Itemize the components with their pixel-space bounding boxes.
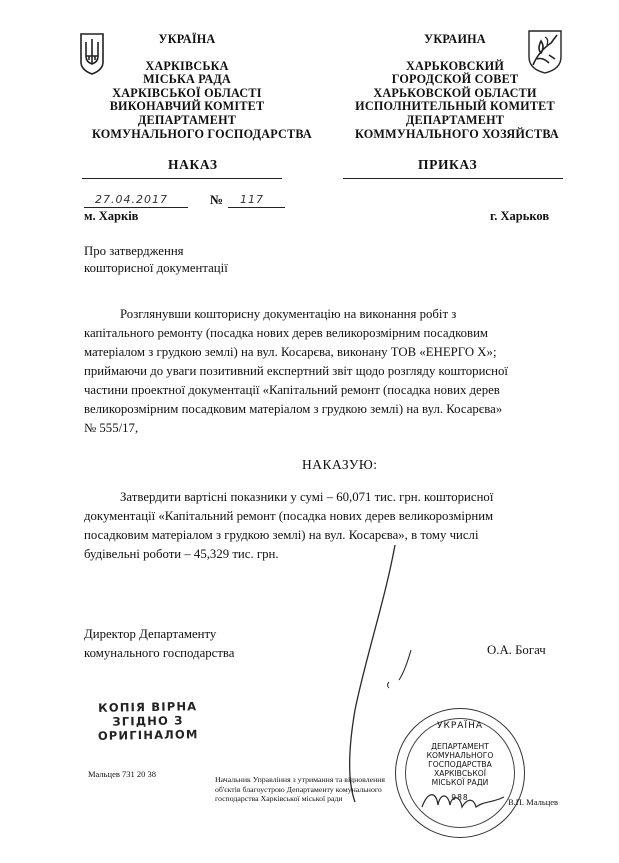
certifier-line: господарства Харківської міської ради	[215, 794, 343, 803]
org-line: ВИКОНАВЧИЙ КОМІТЕТ	[109, 99, 265, 114]
number-underline	[228, 207, 285, 208]
org-line: ДЕПАРТАМЕНТ	[405, 112, 505, 127]
certifier-title	[215, 775, 385, 804]
subject	[84, 243, 228, 277]
paragraph-line: приймаючи до уваги позитивний експертний звіт щодо розгляду кошторисної	[84, 364, 508, 378]
stamp-line: ЗГІДНО З	[112, 713, 184, 729]
stamp-line: ОРИГІНАЛОМ	[97, 727, 199, 743]
org-line: КОММУНАЛЬНОГО ХОЗЯЙСТВА	[355, 126, 559, 141]
body-paragraph-2	[84, 488, 563, 564]
paragraph-line: будівельні роботи – 45,329 тис. грн.	[84, 547, 279, 561]
certifier-line: Начальник Управління з утримання та відновлення	[215, 775, 386, 784]
paragraph-line: капітального ремонту (посадка нових дерев великорозмірним посадковим	[84, 326, 489, 340]
doc-type-ua: НАКАЗ	[168, 157, 218, 172]
paragraph-line: Розглянувши кошторисну документацію на виконання робіт з	[120, 307, 457, 321]
header-divider-right	[343, 178, 563, 179]
org-line: ИСПОЛНИТЕЛЬНЫЙ КОМИТЕТ	[355, 99, 555, 114]
stamp-line: МІСЬКОЇ РАДИ	[431, 778, 489, 787]
number-label: №	[210, 192, 224, 207]
header-divider-left	[82, 178, 282, 179]
paragraph-line: посадковим матеріалом з грудкою землі) на вул. Косарєва», в тому числі	[84, 528, 479, 542]
executor-info: Мальцев 731 20 38	[88, 769, 156, 779]
org-line: ХАРКІВСЬКОЇ ОБЛАСТІ	[112, 85, 262, 100]
org-line: ДЕПАРТАМЕНТ	[137, 112, 237, 127]
paragraph-line: № 555/17,	[84, 421, 139, 435]
subject-line: кошторисної документації	[84, 261, 228, 275]
paragraph-line: документації «Капітальний ремонт (посадка нових дерев великорозмірним	[84, 509, 494, 523]
date-field: 27.04.2017	[95, 193, 168, 206]
number-field: 117	[240, 193, 264, 206]
org-line: ХАРКІВСЬКА	[145, 58, 229, 73]
stamp-code: 988	[451, 793, 469, 802]
date-underline	[84, 207, 188, 208]
country-label-ua: УКРАЇНА	[158, 32, 216, 46]
order-heading: НАКАЗУЮ:	[302, 457, 378, 472]
city-left: м. Харків	[84, 209, 139, 223]
org-line: ХАРЬКОВСКОЙ ОБЛАСТИ	[373, 85, 537, 100]
header-right	[355, 32, 559, 141]
stamp-line: КОМУНАЛЬНОГО	[426, 751, 494, 760]
city-right: г. Харьков	[490, 209, 550, 223]
stamp-line: КОПІЯ ВІРНА	[98, 699, 198, 715]
certifier-name: В.П. Мальцев	[508, 797, 559, 807]
org-line: КОМУНАЛЬНОГО ГОСПОДАРСТВА	[92, 126, 312, 141]
stamp-top-text: УКРАЇНА	[436, 721, 484, 731]
copy-certified-stamp	[88, 699, 209, 743]
doc-type-ru: ПРИКАЗ	[418, 157, 478, 172]
org-line: ГОРОДСКОЙ СОВЕТ	[391, 72, 519, 87]
paragraph-line: частини проектної документації «Капітальний ремонт (посадка нових дерев	[84, 383, 500, 397]
header-left	[92, 32, 312, 141]
paragraph-line: великорозмірним посадковим матеріалом з грудкою землі) на вул. Косарєва»	[84, 402, 503, 416]
org-line: МІСЬКА РАДА	[143, 72, 231, 87]
subject-line: Про затвердження	[84, 244, 184, 258]
stamp-line: ГОСПОДАРСТВА	[428, 760, 492, 769]
paragraph-line: матеріалом з грудкою землі) на вул. Косарєва, виконану ТОВ «ЕНЕРГО Х»;	[84, 345, 497, 359]
signatory-name: О.А. Богач	[487, 643, 546, 657]
signatory-title-line: Директор Департаменту	[84, 627, 217, 641]
certifier-signature-mark	[418, 785, 508, 815]
signatory-title-line: комунального господарства	[84, 646, 235, 660]
department-round-stamp	[395, 708, 525, 838]
paragraph-line: Затвердити вартісні показники у сумі – 60,071 тис. грн. кошторисної	[120, 490, 494, 504]
certifier-line: об'єктів благоустрою Департаменту комунального	[215, 784, 382, 794]
body-paragraph-1	[84, 305, 563, 438]
signatory-title	[84, 625, 234, 663]
stamp-line: ДЕПАРТАМЕНТ	[431, 742, 489, 751]
country-label-ru: УКРАИНА	[424, 32, 486, 46]
org-line: ХАРЬКОВСКИЙ	[405, 58, 505, 73]
stamp-line: ХАРКІВСЬКОЇ	[434, 769, 486, 778]
